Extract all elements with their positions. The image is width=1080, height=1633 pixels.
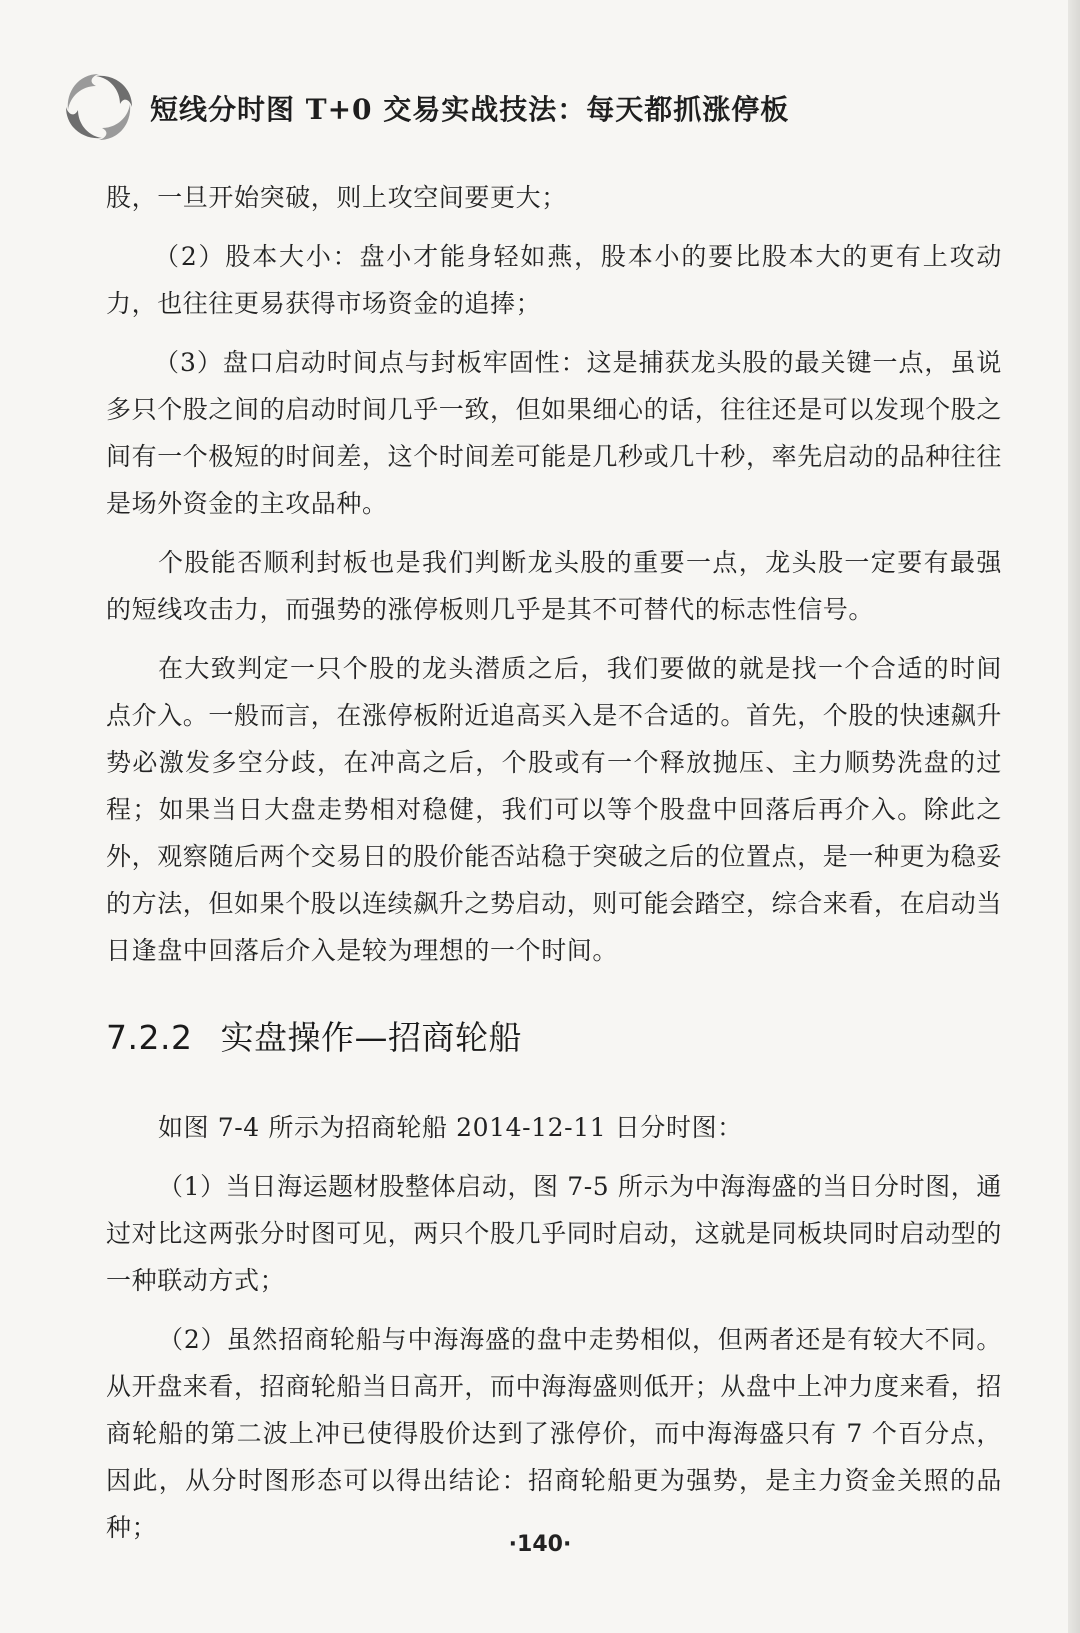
page-header: [58, 60, 1018, 150]
section-title: 实盘操作—招商轮船: [220, 1018, 522, 1057]
swirl-logo-icon: [58, 66, 140, 148]
paragraph: （2）股本大小：盘小才能身轻如燕，股本小的要比股本大的更有上攻动力，也往往更易获得市场资金的追捧；: [106, 242, 1002, 318]
running-header-title: 短线分时图 T+0 交易实战技法：每天都抓涨停板: [150, 93, 790, 126]
paragraph: （3）盘口启动时间点与封板牢固性：这是捕获龙头股的最关键一点，虽说多只个股之间的启动时间几乎一致，但如果细心的话，往往还是可以发现个股之间有一个极短的时间差，这个时间差可能是几秒或几十秒，率先启动的品种往往是场外资金的主攻品种。: [106, 348, 1003, 518]
paragraph: 个股能否顺利封板也是我们判断龙头股的重要一点，龙头股一定要有最强的短线攻击力，而强势的涨停板则几乎是其不可替代的标志性信号。: [106, 548, 1002, 624]
paragraph: 股，一旦开始突破，则上攻空间要更大；: [106, 183, 567, 212]
paragraph: （1）当日海运题材股整体启动，图 7-5 所示为中海海盛的当日分时图，通过对比这两张分时图可见，两只个股几乎同时启动，这就是同板块同时启动型的一种联动方式；: [106, 1172, 1003, 1295]
body-text-top: [106, 174, 1002, 986]
paragraph: 在大致判定一只个股的龙头潜质之后，我们要做的就是找一个合适的时间点介入。一般而言，在涨停板附近追高买入是不合适的。首先，个股的快速飙升势必激发多空分歧，在冲高之后，个股或有一个释放抛压、主力顺势洗盘的过程；如果当日大盘走势相对稳健，我们可以等个股盘中回落后再介入。除此之外，观察随后两个交易日的股价能否站稳于突破之后的位置点，是一种更为稳妥的方法，但如果个股以连续飙升之势启动，则可能会踏空，综合来看，在启动当日逢盘中回落后介入是较为理想的一个时间。: [106, 654, 1003, 965]
paragraph: 如图 7-4 所示为招商轮船 2014-12-11 日分时图：: [158, 1113, 743, 1142]
body-text-bottom: [106, 1104, 1002, 1563]
section-heading: [106, 1012, 522, 1059]
section-number: 7.2.2: [106, 1018, 193, 1057]
paragraph: （2）虽然招商轮船与中海海盛的盘中走势相似，但两者还是有较大不同。从开盘来看，招商轮船当日高开，而中海海盛则低开；从盘中上冲力度来看，招商轮船的第二波上冲已使得股价达到了涨停价，而中海海盛只有 7 个百分点，因此，从分时图形态可以得出结论：招商轮船更为强势，是主力资金关照的品种；: [106, 1325, 1003, 1542]
page-edge: [1068, 0, 1080, 1633]
page-number: ·140·: [508, 1532, 572, 1557]
